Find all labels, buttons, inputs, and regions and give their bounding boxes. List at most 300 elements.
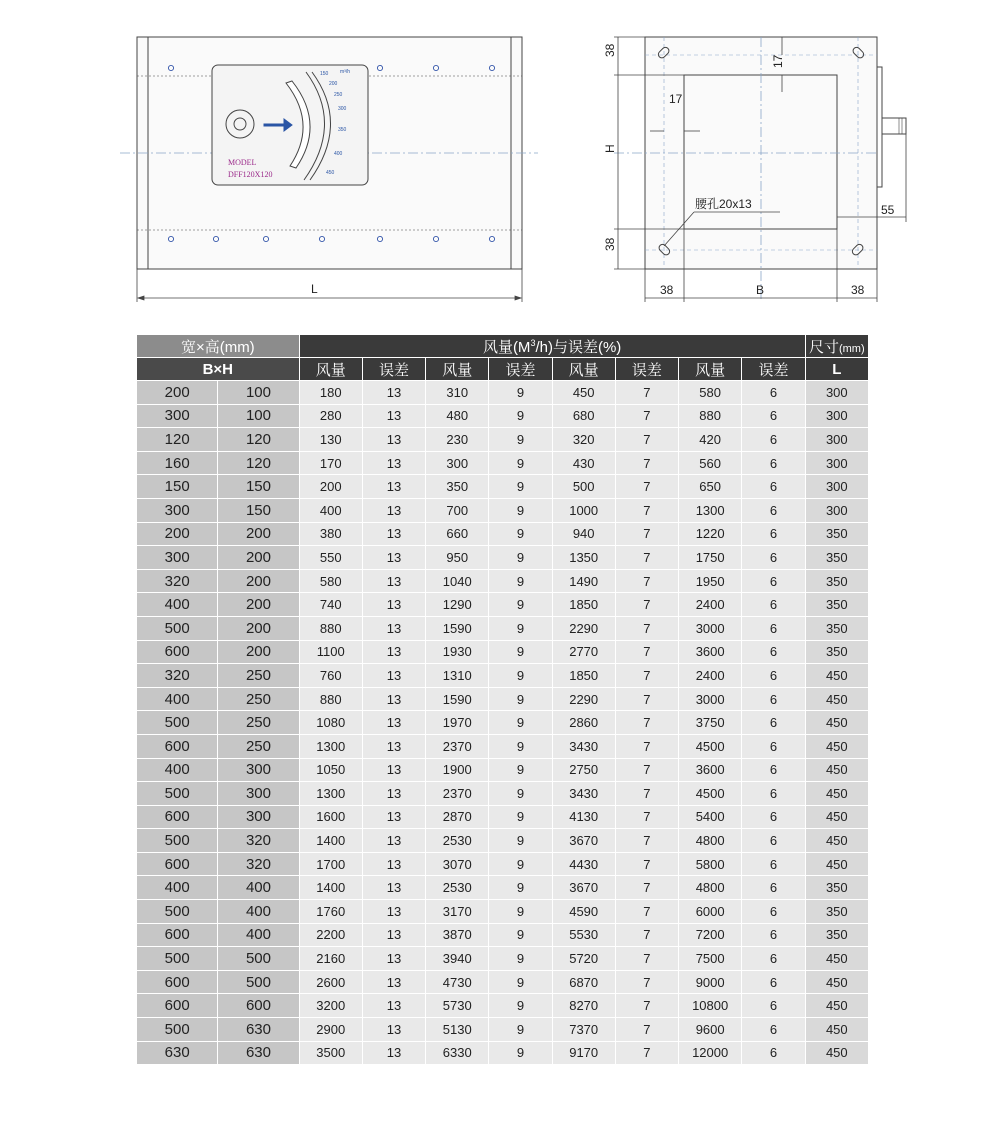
cell-flow: 2870 xyxy=(426,805,489,829)
cell-error: 6 xyxy=(742,569,805,593)
cell-flow: 130 xyxy=(299,428,362,452)
scale-tick: 250 xyxy=(334,92,343,98)
flow-header-sup: 3 xyxy=(530,337,536,348)
table-row xyxy=(137,970,869,994)
cell-height: 150 xyxy=(218,498,299,522)
cell-flow: 310 xyxy=(426,381,489,405)
subheader-flow: 风量 xyxy=(299,358,362,381)
cell-length: 350 xyxy=(805,876,868,900)
cell-height: 200 xyxy=(218,640,299,664)
cell-flow: 4800 xyxy=(679,829,742,853)
cell-error: 7 xyxy=(615,640,678,664)
cell-length: 450 xyxy=(805,1041,868,1065)
cell-flow: 6870 xyxy=(552,970,615,994)
cell-error: 7 xyxy=(615,852,678,876)
cell-flow: 1850 xyxy=(552,593,615,617)
cell-height: 300 xyxy=(218,805,299,829)
table-row xyxy=(137,498,869,522)
cell-flow: 1290 xyxy=(426,593,489,617)
cell-flow: 3500 xyxy=(299,1041,362,1065)
cell-error: 13 xyxy=(362,970,425,994)
cell-flow: 200 xyxy=(299,475,362,499)
cell-length: 350 xyxy=(805,569,868,593)
cell-flow: 2530 xyxy=(426,876,489,900)
cell-flow: 1350 xyxy=(552,546,615,570)
cell-error: 9 xyxy=(489,616,552,640)
cell-error: 7 xyxy=(615,829,678,853)
cell-height: 500 xyxy=(218,970,299,994)
cell-width: 500 xyxy=(137,829,218,853)
cell-error: 9 xyxy=(489,1041,552,1065)
cell-height: 320 xyxy=(218,829,299,853)
cell-error: 9 xyxy=(489,569,552,593)
cell-flow: 7370 xyxy=(552,1018,615,1042)
cell-width: 320 xyxy=(137,664,218,688)
cell-error: 7 xyxy=(615,734,678,758)
cell-length: 450 xyxy=(805,970,868,994)
cell-flow: 1850 xyxy=(552,664,615,688)
cell-error: 9 xyxy=(489,758,552,782)
cell-error: 13 xyxy=(362,994,425,1018)
cell-length: 300 xyxy=(805,404,868,428)
cell-error: 13 xyxy=(362,475,425,499)
cell-length: 450 xyxy=(805,805,868,829)
scale-tick: 450 xyxy=(326,170,335,176)
cell-flow: 4730 xyxy=(426,970,489,994)
table-row xyxy=(137,546,869,570)
cell-flow: 940 xyxy=(552,522,615,546)
cell-error: 7 xyxy=(615,404,678,428)
cell-height: 400 xyxy=(218,876,299,900)
cell-error: 9 xyxy=(489,711,552,735)
cell-flow: 1930 xyxy=(426,640,489,664)
cell-flow: 1950 xyxy=(679,569,742,593)
cell-error: 13 xyxy=(362,593,425,617)
subheader-flow: 风量 xyxy=(679,358,742,381)
cell-error: 13 xyxy=(362,805,425,829)
cell-error: 6 xyxy=(742,758,805,782)
cell-length: 450 xyxy=(805,947,868,971)
cell-length: 350 xyxy=(805,593,868,617)
cell-flow: 660 xyxy=(426,522,489,546)
cell-flow: 700 xyxy=(426,498,489,522)
size-subheader: B×H xyxy=(137,358,300,381)
table-row xyxy=(137,569,869,593)
table-row xyxy=(137,994,869,1018)
cell-flow: 3200 xyxy=(299,994,362,1018)
table-row xyxy=(137,829,869,853)
cell-flow: 2400 xyxy=(679,593,742,617)
table-row xyxy=(137,782,869,806)
cell-error: 9 xyxy=(489,829,552,853)
subheader-error: 误差 xyxy=(362,358,425,381)
cell-height: 200 xyxy=(218,522,299,546)
cell-height: 100 xyxy=(218,381,299,405)
table-row xyxy=(137,664,869,688)
cell-error: 7 xyxy=(615,428,678,452)
cell-error: 7 xyxy=(615,451,678,475)
cell-width: 300 xyxy=(137,546,218,570)
table-row xyxy=(137,593,869,617)
cell-flow: 2400 xyxy=(679,664,742,688)
cell-error: 13 xyxy=(362,616,425,640)
cell-flow: 880 xyxy=(679,404,742,428)
scale-tick: 300 xyxy=(338,106,347,112)
table-header-row xyxy=(137,335,869,358)
cell-length: 450 xyxy=(805,829,868,853)
cell-error: 7 xyxy=(615,994,678,1018)
dim-width-label: B xyxy=(756,283,765,297)
cell-error: 6 xyxy=(742,994,805,1018)
subheader-error: 误差 xyxy=(615,358,678,381)
cell-error: 6 xyxy=(742,1018,805,1042)
cell-length: 350 xyxy=(805,546,868,570)
cell-height: 300 xyxy=(218,758,299,782)
cell-error: 7 xyxy=(615,546,678,570)
cell-error: 7 xyxy=(615,593,678,617)
cell-width: 200 xyxy=(137,522,218,546)
cell-flow: 1080 xyxy=(299,711,362,735)
cell-error: 7 xyxy=(615,381,678,405)
cell-flow: 1220 xyxy=(679,522,742,546)
cell-error: 9 xyxy=(489,923,552,947)
cell-flow: 4500 xyxy=(679,782,742,806)
cell-flow: 1590 xyxy=(426,687,489,711)
cell-flow: 9000 xyxy=(679,970,742,994)
cell-flow: 2200 xyxy=(299,923,362,947)
cell-error: 7 xyxy=(615,1041,678,1065)
length-header xyxy=(805,335,868,358)
cell-flow: 1600 xyxy=(299,805,362,829)
table-row xyxy=(137,711,869,735)
cell-height: 630 xyxy=(218,1041,299,1065)
model-label: MODEL xyxy=(228,158,257,167)
cell-error: 13 xyxy=(362,451,425,475)
cell-error: 6 xyxy=(742,829,805,853)
cell-flow: 5730 xyxy=(426,994,489,1018)
subheader-flow: 风量 xyxy=(426,358,489,381)
cell-flow: 880 xyxy=(299,616,362,640)
cell-flow: 9600 xyxy=(679,1018,742,1042)
dim-left-38: 38 xyxy=(660,283,674,297)
cell-error: 13 xyxy=(362,734,425,758)
slot-label: 腰孔20x13 xyxy=(695,197,752,211)
cell-flow: 10800 xyxy=(679,994,742,1018)
cell-flow: 1900 xyxy=(426,758,489,782)
cell-error: 9 xyxy=(489,1018,552,1042)
side-frame xyxy=(877,67,882,187)
scale-tick: 150 xyxy=(320,71,329,77)
cell-flow: 3750 xyxy=(679,711,742,735)
cell-flow: 1760 xyxy=(299,900,362,924)
cell-height: 200 xyxy=(218,593,299,617)
cell-length: 450 xyxy=(805,734,868,758)
cell-error: 7 xyxy=(615,970,678,994)
cell-flow: 8270 xyxy=(552,994,615,1018)
cell-flow: 580 xyxy=(299,569,362,593)
cell-flow: 3170 xyxy=(426,900,489,924)
dim-length-label: L xyxy=(311,282,318,296)
cell-error: 6 xyxy=(742,900,805,924)
table-row xyxy=(137,451,869,475)
cell-error: 6 xyxy=(742,616,805,640)
cell-error: 7 xyxy=(615,569,678,593)
cell-error: 13 xyxy=(362,687,425,711)
cell-error: 6 xyxy=(742,782,805,806)
cell-error: 9 xyxy=(489,664,552,688)
cell-width: 600 xyxy=(137,734,218,758)
cell-flow: 180 xyxy=(299,381,362,405)
cell-length: 450 xyxy=(805,1018,868,1042)
cell-error: 6 xyxy=(742,711,805,735)
cell-error: 9 xyxy=(489,687,552,711)
cell-width: 400 xyxy=(137,593,218,617)
table-row xyxy=(137,616,869,640)
cell-flow: 1310 xyxy=(426,664,489,688)
cell-error: 7 xyxy=(615,782,678,806)
cell-flow: 1490 xyxy=(552,569,615,593)
cell-flow: 6000 xyxy=(679,900,742,924)
dim-top-38: 38 xyxy=(603,43,617,57)
size-header xyxy=(137,335,300,358)
length-subheader: L xyxy=(805,358,868,381)
cell-length: 450 xyxy=(805,852,868,876)
cell-flow: 500 xyxy=(552,475,615,499)
length-header-unit: (mm) xyxy=(838,342,865,355)
cell-error: 9 xyxy=(489,876,552,900)
cell-height: 250 xyxy=(218,734,299,758)
cell-error: 7 xyxy=(615,758,678,782)
cell-error: 6 xyxy=(742,734,805,758)
cell-flow: 3000 xyxy=(679,687,742,711)
cell-error: 13 xyxy=(362,1018,425,1042)
cell-error: 9 xyxy=(489,782,552,806)
cell-error: 13 xyxy=(362,569,425,593)
subheader-error: 误差 xyxy=(489,358,552,381)
cell-flow: 1970 xyxy=(426,711,489,735)
cell-error: 6 xyxy=(742,522,805,546)
cell-flow: 1300 xyxy=(679,498,742,522)
cell-flow: 1000 xyxy=(552,498,615,522)
cell-height: 200 xyxy=(218,546,299,570)
cell-error: 7 xyxy=(615,711,678,735)
cell-error: 9 xyxy=(489,522,552,546)
cell-flow: 5720 xyxy=(552,947,615,971)
cell-width: 320 xyxy=(137,569,218,593)
cell-error: 13 xyxy=(362,876,425,900)
table-row xyxy=(137,852,869,876)
cell-flow: 880 xyxy=(299,687,362,711)
cell-flow: 760 xyxy=(299,664,362,688)
cell-flow: 7500 xyxy=(679,947,742,971)
cell-error: 9 xyxy=(489,451,552,475)
cell-height: 120 xyxy=(218,451,299,475)
cell-error: 13 xyxy=(362,522,425,546)
cell-width: 500 xyxy=(137,616,218,640)
cell-error: 9 xyxy=(489,970,552,994)
cell-width: 400 xyxy=(137,758,218,782)
cell-width: 600 xyxy=(137,640,218,664)
cell-flow: 430 xyxy=(552,451,615,475)
cell-flow: 2370 xyxy=(426,734,489,758)
cell-height: 400 xyxy=(218,900,299,924)
cell-length: 300 xyxy=(805,381,868,405)
table-row xyxy=(137,947,869,971)
cell-error: 13 xyxy=(362,428,425,452)
table-row xyxy=(137,687,869,711)
cell-height: 100 xyxy=(218,404,299,428)
length-header-text: 尺寸 xyxy=(808,338,839,356)
dim-right-38: 38 xyxy=(851,283,865,297)
cell-error: 9 xyxy=(489,947,552,971)
dim-inner-top-17: 17 xyxy=(771,54,785,68)
cell-error: 6 xyxy=(742,381,805,405)
cell-error: 9 xyxy=(489,498,552,522)
cell-height: 400 xyxy=(218,923,299,947)
table-row xyxy=(137,640,869,664)
cell-flow: 380 xyxy=(299,522,362,546)
table-row xyxy=(137,923,869,947)
cell-flow: 560 xyxy=(679,451,742,475)
cell-flow: 1700 xyxy=(299,852,362,876)
cell-error: 6 xyxy=(742,593,805,617)
cell-error: 13 xyxy=(362,923,425,947)
cell-width: 200 xyxy=(137,381,218,405)
cell-error: 7 xyxy=(615,947,678,971)
cell-error: 7 xyxy=(615,900,678,924)
cell-width: 500 xyxy=(137,782,218,806)
cell-error: 6 xyxy=(742,475,805,499)
cell-width: 600 xyxy=(137,923,218,947)
cell-width: 300 xyxy=(137,498,218,522)
cell-error: 7 xyxy=(615,498,678,522)
dim-inner-left-17: 17 xyxy=(669,92,683,106)
cell-flow: 300 xyxy=(426,451,489,475)
cell-height: 250 xyxy=(218,687,299,711)
cell-error: 9 xyxy=(489,381,552,405)
flow-header-text-post: /h)与误差(%) xyxy=(535,338,622,356)
cell-flow: 3000 xyxy=(679,616,742,640)
cell-height: 200 xyxy=(218,616,299,640)
cell-length: 450 xyxy=(805,782,868,806)
cell-error: 9 xyxy=(489,852,552,876)
cell-flow: 3600 xyxy=(679,640,742,664)
cell-length: 350 xyxy=(805,522,868,546)
cell-height: 150 xyxy=(218,475,299,499)
table-row xyxy=(137,522,869,546)
cell-length: 300 xyxy=(805,451,868,475)
cell-flow: 1040 xyxy=(426,569,489,593)
table-subheader-row xyxy=(137,358,869,381)
cell-flow: 450 xyxy=(552,381,615,405)
cell-flow: 2530 xyxy=(426,829,489,853)
cell-height: 250 xyxy=(218,664,299,688)
cell-error: 6 xyxy=(742,546,805,570)
subheader-flow: 风量 xyxy=(552,358,615,381)
cell-error: 6 xyxy=(742,876,805,900)
cell-width: 120 xyxy=(137,428,218,452)
table-body xyxy=(137,381,869,1065)
cell-error: 7 xyxy=(615,522,678,546)
cell-error: 13 xyxy=(362,381,425,405)
cell-flow: 2900 xyxy=(299,1018,362,1042)
cell-length: 450 xyxy=(805,994,868,1018)
cell-flow: 170 xyxy=(299,451,362,475)
cell-error: 9 xyxy=(489,805,552,829)
cell-error: 6 xyxy=(742,451,805,475)
cell-width: 300 xyxy=(137,404,218,428)
cell-height: 250 xyxy=(218,711,299,735)
cell-error: 13 xyxy=(362,664,425,688)
cell-error: 7 xyxy=(615,1018,678,1042)
cell-flow: 680 xyxy=(552,404,615,428)
dim-height-label: H xyxy=(603,144,617,153)
cell-error: 13 xyxy=(362,498,425,522)
cell-flow: 650 xyxy=(679,475,742,499)
cell-error: 6 xyxy=(742,687,805,711)
cell-error: 6 xyxy=(742,947,805,971)
size-header-text: 宽×高(mm) xyxy=(180,338,255,356)
cell-error: 9 xyxy=(489,640,552,664)
cell-width: 160 xyxy=(137,451,218,475)
cell-flow: 4800 xyxy=(679,876,742,900)
cell-flow: 5130 xyxy=(426,1018,489,1042)
cell-error: 13 xyxy=(362,758,425,782)
cell-length: 350 xyxy=(805,923,868,947)
cell-error: 6 xyxy=(742,498,805,522)
cell-error: 13 xyxy=(362,947,425,971)
cell-error: 6 xyxy=(742,1041,805,1065)
cell-flow: 1400 xyxy=(299,876,362,900)
cell-flow: 7200 xyxy=(679,923,742,947)
cell-error: 13 xyxy=(362,900,425,924)
cell-flow: 350 xyxy=(426,475,489,499)
cell-flow: 2770 xyxy=(552,640,615,664)
cell-error: 13 xyxy=(362,1041,425,1065)
cell-width: 600 xyxy=(137,994,218,1018)
table-row xyxy=(137,381,869,405)
cell-error: 13 xyxy=(362,404,425,428)
cell-flow: 1300 xyxy=(299,782,362,806)
scale-tick: 350 xyxy=(338,127,347,133)
table-row xyxy=(137,900,869,924)
cell-error: 7 xyxy=(615,923,678,947)
cell-width: 500 xyxy=(137,900,218,924)
cell-flow: 2750 xyxy=(552,758,615,782)
cell-height: 320 xyxy=(218,852,299,876)
drive-shaft xyxy=(882,118,906,134)
cell-length: 450 xyxy=(805,711,868,735)
cell-flow: 4590 xyxy=(552,900,615,924)
cell-error: 9 xyxy=(489,475,552,499)
cell-width: 500 xyxy=(137,947,218,971)
cell-flow: 3600 xyxy=(679,758,742,782)
cell-flow: 5530 xyxy=(552,923,615,947)
cell-error: 6 xyxy=(742,923,805,947)
cell-error: 7 xyxy=(615,475,678,499)
cell-error: 6 xyxy=(742,640,805,664)
cell-flow: 2370 xyxy=(426,782,489,806)
cell-flow: 4130 xyxy=(552,805,615,829)
cell-error: 6 xyxy=(742,404,805,428)
cell-flow: 3430 xyxy=(552,734,615,758)
cell-flow: 3670 xyxy=(552,876,615,900)
cell-flow: 400 xyxy=(299,498,362,522)
scale-tick: 200 xyxy=(329,81,338,87)
cell-error: 13 xyxy=(362,711,425,735)
cell-width: 600 xyxy=(137,970,218,994)
cell-error: 9 xyxy=(489,593,552,617)
